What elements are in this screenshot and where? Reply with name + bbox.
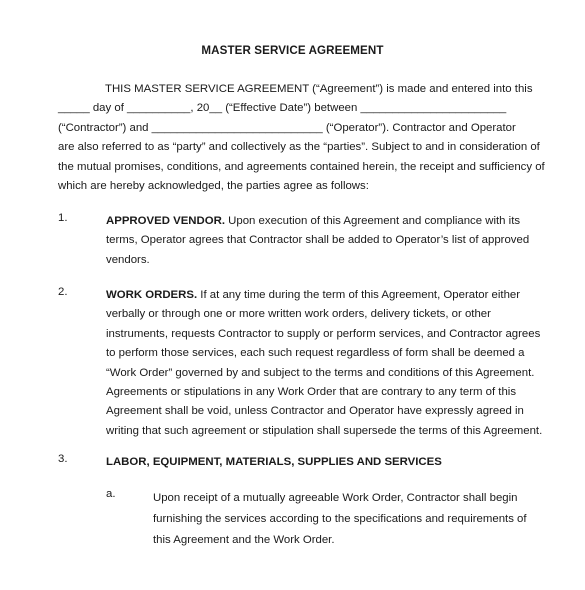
section-line: to perform those services, each such request regardless of form shall be deemed a <box>106 347 525 360</box>
section-line: terms, Operator agrees that Contractor shall be added to Operator’s list of approved <box>106 234 530 247</box>
intro-line: THIS MASTER SERVICE AGREEMENT (“Agreement”) is made and entered into this <box>105 83 533 95</box>
intro-line: which are hereby acknowledged, the parties agree as follows: <box>58 180 369 193</box>
intro-line: (“Contractor”) and ___________________________ (“Operator”). Contractor and Operator <box>58 121 516 134</box>
intro-paragraph <box>58 80 545 196</box>
section-text: Upon execution of this Agreement and compliance with its <box>225 215 521 227</box>
subsection-line: furnishing the services according to the specifications and requirements of <box>153 513 527 525</box>
section-line: “Work Order” governed by and subject to the terms and conditions of this Agreement. <box>106 366 535 379</box>
section-heading: WORK ORDERS. <box>106 289 198 301</box>
section-line: vendors. <box>106 253 150 266</box>
section-text: If at any time during the term of this Agreement, Operator either <box>197 289 521 301</box>
section-heading: APPROVED VENDOR. <box>106 215 225 227</box>
section-line <box>106 212 536 231</box>
section-heading: LABOR, EQUIPMENT, MATERIALS, SUPPLIES AND SERVICES <box>106 456 442 468</box>
section-line <box>106 286 536 305</box>
section-line: instruments, requests Contractor to supply or perform services, and Contractor agrees <box>106 327 541 340</box>
section-number: 3. <box>58 453 68 465</box>
subsection-line: this Agreement and the Work Order. <box>153 534 335 546</box>
intro-line: the mutual promises, conditions, and agreements contained herein, the receipt and sufficiency of <box>58 160 545 173</box>
subsection-line: Upon receipt of a mutually agreeable Work Order, Contractor shall begin <box>153 492 518 504</box>
subsection-body <box>153 488 533 551</box>
subsection-letter: a. <box>106 488 116 500</box>
document-title: MASTER SERVICE AGREEMENT <box>201 44 384 57</box>
section-line: writing that such agreement or stipulation shall supersede the terms of this Agreement. <box>106 424 543 437</box>
section-line: Agreements or stipulations in any Work Order that are contrary to any term of this <box>106 386 517 399</box>
section-body <box>106 286 543 441</box>
intro-line: _____ day of __________, 20__ (“Effective Date”) between _______________________ <box>58 102 507 115</box>
section-number: 1. <box>58 212 68 224</box>
section-number: 2. <box>58 286 68 298</box>
section-body <box>106 453 536 472</box>
section-line: verbally or through one or more written work orders, delivery tickets, or other <box>106 308 491 321</box>
intro-line: are also referred to as “party” and collectively as the “parties”. Subject to and in consideration of <box>58 141 540 154</box>
section-line: Agreement shall be void, unless Contractor and Operator have expressly agreed in <box>106 405 524 418</box>
section-body <box>106 212 536 270</box>
